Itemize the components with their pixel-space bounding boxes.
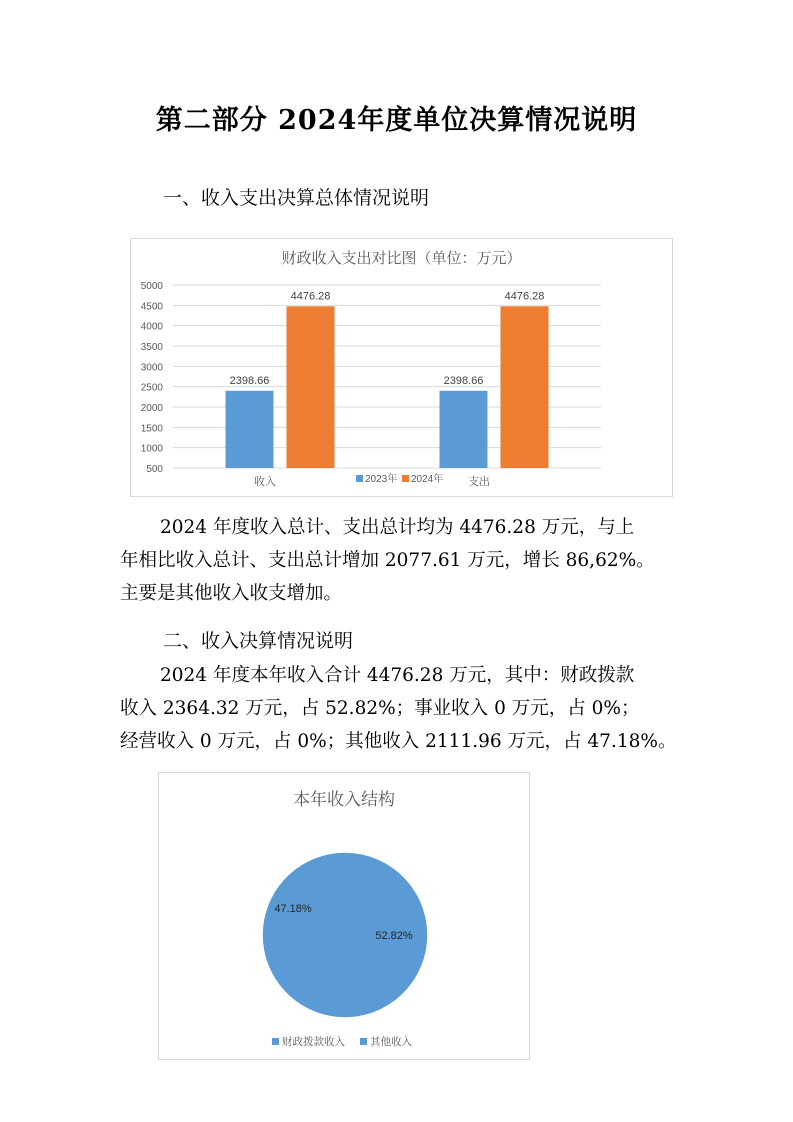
pie-legend-swatch-1 — [360, 1038, 367, 1045]
legend-label-0: 2023年 — [365, 474, 398, 485]
section2-line-3: 经营收入 0 万元，占 0%；其他收入 2111.96 万元，占 47.18%。 — [120, 731, 677, 752]
page-title: 第二部分 2024年度单位决算情况说明 — [155, 105, 638, 136]
legend-swatch-0 — [356, 475, 363, 482]
bar-0-0 — [226, 391, 274, 468]
y-tick-label-9: 5000 — [140, 281, 163, 292]
y-tick-label-0: 500 — [146, 464, 163, 475]
data-label-1-0: 2398.66 — [443, 374, 484, 387]
bar-chart-title: 财政收入支出对比图（单位：万元） — [281, 249, 522, 267]
section2-paragraph — [120, 659, 680, 758]
bar-1-0 — [440, 391, 488, 468]
y-tick-label-4: 2500 — [140, 382, 163, 394]
legend-label-1: 2024年 — [411, 474, 444, 485]
section1-line-1: 2024 年度收入总计、支出总计均为 4476.28 万元，与上 — [160, 517, 635, 538]
x-tick-label-0: 收入 — [254, 476, 276, 488]
y-tick-label-6: 3500 — [140, 342, 163, 353]
pie-legend-label-0: 财政拨款收入 — [282, 1036, 345, 1048]
pie-slice-1 — [263, 853, 345, 1016]
section2-line-1: 2024 年度本年收入合计 4476.28 万元，其中：财政拨款 — [160, 665, 635, 686]
data-label-0-1: 4476.28 — [290, 290, 331, 303]
pie-data-label-0: 52.82% — [375, 930, 413, 942]
y-tick-label-8: 4500 — [140, 301, 163, 313]
y-tick-label-3: 2000 — [140, 403, 163, 414]
data-label-1-1: 4476.28 — [504, 290, 545, 303]
pie-chart-title: 本年收入结构 — [293, 790, 395, 810]
y-tick-label-7: 4000 — [140, 321, 163, 333]
x-tick-label-1: 支出 — [468, 476, 490, 488]
section2-heading: 二、收入决算情况说明 — [163, 630, 354, 652]
section1-line-2: 年相比收入总计、支出总计增加 2077.61 万元，增长 86,62%。 — [120, 550, 655, 571]
bar-0-1 — [287, 306, 335, 468]
y-tick-label-1: 1000 — [140, 443, 163, 455]
section1-line-3: 主要是其他收入收支增加。 — [120, 583, 343, 604]
pie-legend-swatch-0 — [272, 1038, 279, 1045]
section2-line-2: 收入 2364.32 万元，占 52.82%；事业收入 0 万元，占 0%； — [120, 698, 640, 719]
pie-data-label-1: 47.18% — [274, 903, 312, 915]
bar-chart — [131, 239, 672, 496]
data-label-0-0: 2398.66 — [229, 374, 270, 387]
pie-chart-panel — [158, 772, 530, 1060]
pie-legend-label-1: 其他收入 — [370, 1036, 412, 1048]
section1-paragraph — [120, 511, 680, 610]
pie-chart — [159, 773, 529, 1059]
legend-swatch-1 — [402, 475, 409, 482]
y-tick-label-5: 3000 — [140, 362, 163, 374]
bar-1-1 — [501, 306, 549, 468]
section1-heading: 一、收入支出决算总体情况说明 — [163, 187, 430, 209]
y-tick-label-2: 1500 — [140, 423, 163, 435]
bar-chart-panel — [130, 238, 673, 497]
